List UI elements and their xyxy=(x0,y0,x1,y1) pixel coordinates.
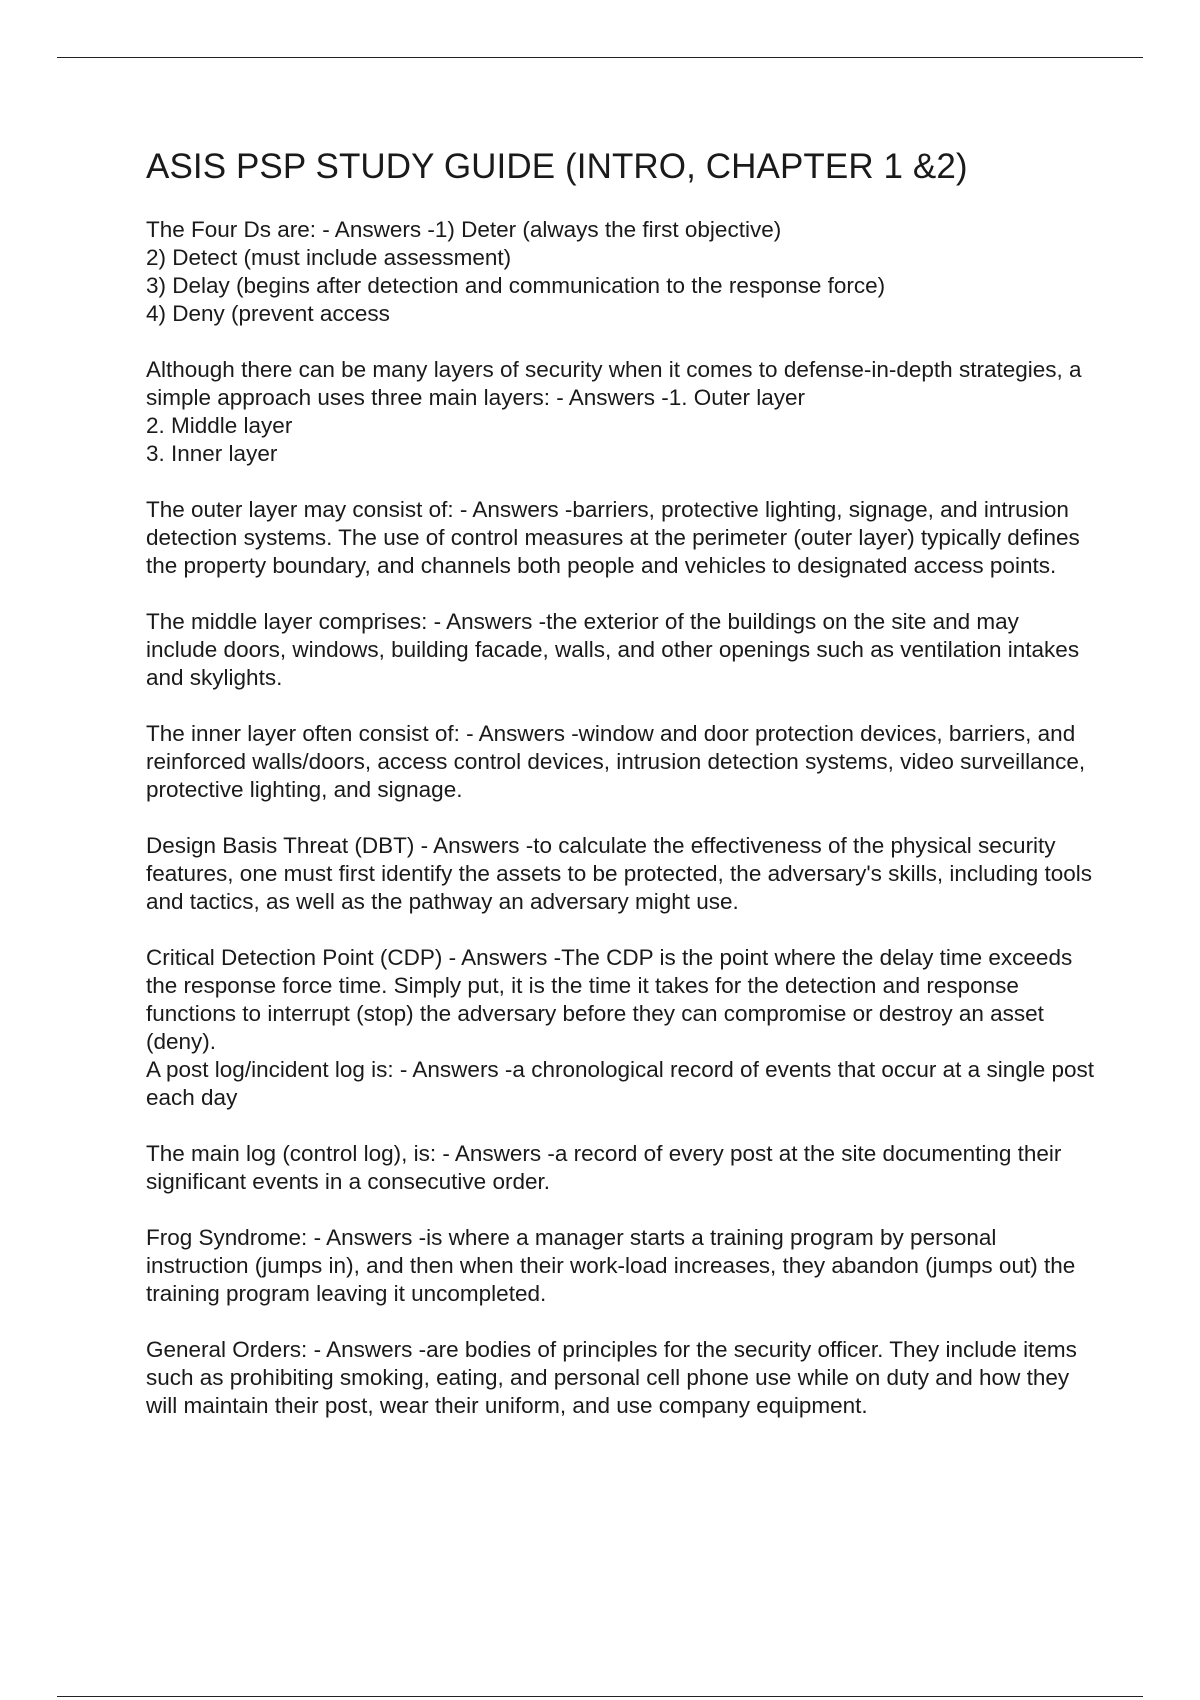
bottom-rule xyxy=(57,1696,1143,1697)
entry-middle-layer: The middle layer comprises: - Answers -the exterior of the buildings on the site and may include doors, windows, building facade, walls, and other openings such as ventilation intakes and skylights. xyxy=(146,609,1080,690)
entry-critical-detection-point: Critical Detection Point (CDP) - Answers -The CDP is the point where the delay time exceeds the response force time. Simply put, it is the time it takes for the detection and response functions to interrupt (stop) the adversary before they can compromise or destroy an asset (deny). xyxy=(146,945,1073,1054)
document-body xyxy=(146,146,1096,1448)
top-rule xyxy=(57,57,1143,58)
entry-outer-layer: The outer layer may consist of: - Answers -barriers, protective lighting, signage, and intrusion detection systems. The use of control measures at the perimeter (outer layer) typically defines the property boundary, and channels both people and vehicles to designated access points. xyxy=(146,497,1080,578)
entry-post-log: A post log/incident log is: - Answers -a chronological record of events that occur at a single post each day xyxy=(146,1057,1095,1110)
entry-general-orders: General Orders: - Answers -are bodies of principles for the security officer. They include items such as prohibiting smoking, eating, and personal cell phone use while on duty and how they will maintain their post, wear their uniform, and use company equipment. xyxy=(146,1337,1077,1418)
entry-four-ds: The Four Ds are: - Answers -1) Deter (always the first objective) 2) Detect (must include assessment) 3) Delay (begins after detection and communication to the response force) 4) Deny (prevent access xyxy=(146,217,886,326)
entry-design-basis-threat: Design Basis Threat (DBT) - Answers -to calculate the effectiveness of the physical security features, one must first identify the assets to be protected, the adversary's skills, including tools and tactics, as well as the pathway an adversary might use. xyxy=(146,833,1093,914)
entry-main-log: The main log (control log), is: - Answers -a record of every post at the site documenting their significant events in a consecutive order. xyxy=(146,1141,1062,1194)
entry-frog-syndrome: Frog Syndrome: - Answers -is where a manager starts a training program by personal instruction (jumps in), and then when their work-load increases, they abandon (jumps out) the training program leaving it uncompleted. xyxy=(146,1225,1076,1306)
entry-inner-layer: The inner layer often consist of: - Answers -window and door protection devices, barriers, and reinforced walls/doors, access control devices, intrusion detection systems, video surveillance, protective lighting, and signage. xyxy=(146,721,1086,802)
document-title: ASIS PSP STUDY GUIDE (INTRO, CHAPTER 1 &2) xyxy=(146,147,968,186)
entry-three-layers: Although there can be many layers of security when it comes to defense-in-depth strategies, a simple approach uses three main layers: - Answers -1. Outer layer 2. Middle layer 3. Inner layer xyxy=(146,357,1082,466)
